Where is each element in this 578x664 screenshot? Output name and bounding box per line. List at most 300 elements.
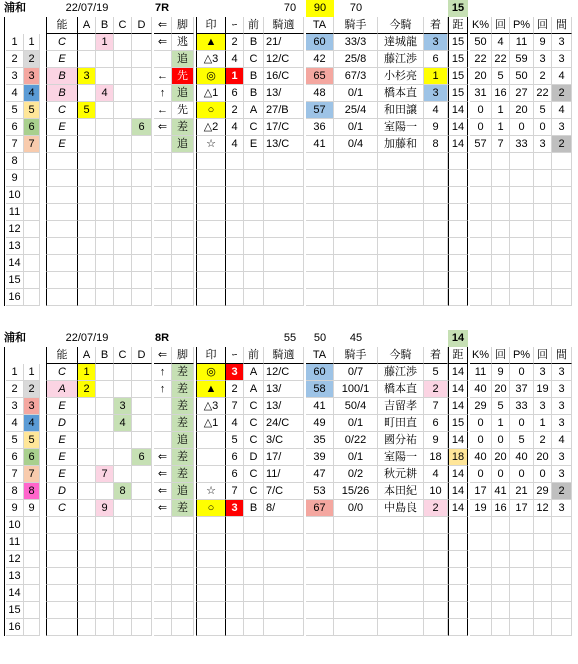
cell-r1: 16 <box>492 500 510 517</box>
column-header: 間 <box>552 17 572 34</box>
cell-ta: 48 <box>306 85 334 102</box>
empty-cell <box>172 272 194 289</box>
cell-m2: B <box>244 85 264 102</box>
empty-cell <box>510 551 534 568</box>
cell-no: 12 <box>6 551 24 568</box>
cell-mark: ☆ <box>196 136 226 153</box>
cell-mark: △3 <box>196 398 226 415</box>
cell-p: 17 <box>510 500 534 517</box>
empty-cell <box>470 568 492 585</box>
empty-cell <box>114 272 132 289</box>
empty-cell <box>114 585 132 602</box>
empty-cell <box>264 170 304 187</box>
cell-b <box>96 432 114 449</box>
empty-cell <box>534 238 552 255</box>
empty-cell <box>244 517 264 534</box>
empty-cell <box>46 170 78 187</box>
cell-c <box>114 34 132 51</box>
column-header: ⇐ <box>154 347 172 364</box>
empty-cell <box>196 187 226 204</box>
cell-ch: 18 <box>424 449 448 466</box>
empty-cell <box>534 187 552 204</box>
empty-cell <box>334 187 378 204</box>
cell-p: 0 <box>510 364 534 381</box>
cell-jr: 100/1 <box>334 381 378 398</box>
cell-gap: 4 <box>552 68 572 85</box>
empty-cell <box>78 551 96 568</box>
cell-dist: 18 <box>448 449 468 466</box>
cell-r2: 29 <box>534 483 552 500</box>
cell-b <box>96 415 114 432</box>
cell-jk: 吉留孝 <box>378 398 424 415</box>
empty-cell <box>132 204 152 221</box>
empty-cell <box>46 551 78 568</box>
empty-cell <box>492 272 510 289</box>
cell-arr: ↑ <box>154 364 172 381</box>
cell-k: 0 <box>470 415 492 432</box>
empty-cell <box>470 170 492 187</box>
empty-cell <box>132 170 152 187</box>
empty-cell <box>154 170 172 187</box>
empty-cell <box>264 187 304 204</box>
cell-d <box>132 466 152 483</box>
cell-r1: 9 <box>492 364 510 381</box>
cell-no: 14 <box>6 255 24 272</box>
empty-cell <box>424 170 448 187</box>
empty-cell <box>306 187 334 204</box>
cell-c: 3 <box>114 398 132 415</box>
cell-m1: 4 <box>226 119 244 136</box>
empty-cell <box>78 187 96 204</box>
cell-ch: 1 <box>424 68 448 85</box>
empty-cell <box>78 602 96 619</box>
cell-dist: 14 <box>448 136 468 153</box>
empty-cell <box>534 170 552 187</box>
empty-cell <box>172 602 194 619</box>
empty-cell <box>132 272 152 289</box>
empty-cell <box>552 517 572 534</box>
cell-d <box>132 85 152 102</box>
empty-cell <box>226 517 244 534</box>
empty-cell <box>96 619 114 636</box>
empty-cell <box>154 619 172 636</box>
empty-cell <box>552 170 572 187</box>
empty-cell <box>492 204 510 221</box>
empty-cell <box>78 221 96 238</box>
cell-b <box>96 483 114 500</box>
cell-p: 20 <box>510 102 534 119</box>
empty-cell <box>378 517 424 534</box>
empty-cell <box>132 238 152 255</box>
empty-cell <box>424 551 448 568</box>
empty-cell <box>132 187 152 204</box>
cell-arr <box>154 432 172 449</box>
empty-cell <box>226 170 244 187</box>
cell-d <box>132 381 152 398</box>
empty-cell <box>78 619 96 636</box>
cell-jr: 0/7 <box>334 364 378 381</box>
empty-cell <box>334 204 378 221</box>
cell-fit: 3/C <box>264 432 304 449</box>
cell-ch: 9 <box>424 119 448 136</box>
empty-cell <box>448 255 468 272</box>
empty-cell <box>114 204 132 221</box>
cell-arr <box>154 415 172 432</box>
empty-cell <box>46 187 78 204</box>
cell-k: 57 <box>470 136 492 153</box>
cell-jk: 藤江渉 <box>378 364 424 381</box>
cell-jk: 橋本直 <box>378 381 424 398</box>
empty-cell <box>114 289 132 306</box>
cell-m1: 7 <box>226 483 244 500</box>
empty-cell <box>470 187 492 204</box>
cell-p: 33 <box>510 398 534 415</box>
empty-cell <box>448 602 468 619</box>
empty-cell <box>448 517 468 534</box>
empty-cell <box>132 602 152 619</box>
empty-cell <box>448 272 468 289</box>
empty-cell <box>132 551 152 568</box>
cell-gap: 3 <box>552 381 572 398</box>
cell-mark: ☆ <box>196 483 226 500</box>
empty-cell <box>470 517 492 534</box>
cell-k: 11 <box>470 364 492 381</box>
cell-m2: C <box>244 432 264 449</box>
cell-r2: 3 <box>534 398 552 415</box>
cell-m2: C <box>244 51 264 68</box>
empty-cell <box>46 619 78 636</box>
empty-cell <box>78 289 96 306</box>
empty-cell <box>510 602 534 619</box>
empty-cell <box>424 153 448 170</box>
column-header: 脚 <box>172 17 194 34</box>
empty-cell <box>552 153 572 170</box>
empty-cell <box>154 272 172 289</box>
cell-d: 6 <box>132 119 152 136</box>
cell-jr: 0/2 <box>334 466 378 483</box>
empty-cell <box>334 619 378 636</box>
empty-cell <box>46 517 78 534</box>
cell-no: 13 <box>6 238 24 255</box>
empty-cell <box>470 585 492 602</box>
empty-cell <box>96 204 114 221</box>
cell-leg: 差 <box>172 466 194 483</box>
cell-p: 27 <box>510 85 534 102</box>
empty-cell <box>492 534 510 551</box>
empty-cell <box>424 255 448 272</box>
cell-jr: 0/1 <box>334 449 378 466</box>
empty-cell <box>552 568 572 585</box>
empty-cell <box>196 551 226 568</box>
empty-cell <box>172 187 194 204</box>
empty-cell <box>132 517 152 534</box>
empty-cell <box>172 255 194 272</box>
empty-cell <box>448 187 468 204</box>
cell-b: 9 <box>96 500 114 517</box>
column-header: 間 <box>552 347 572 364</box>
cell-gap: 3 <box>552 34 572 51</box>
empty-cell <box>510 204 534 221</box>
cell-dist: 14 <box>448 466 468 483</box>
cell-b <box>96 51 114 68</box>
empty-cell <box>154 187 172 204</box>
cell-gap: 3 <box>552 398 572 415</box>
cell-c <box>114 51 132 68</box>
cell-c <box>114 68 132 85</box>
empty-cell <box>96 534 114 551</box>
empty-cell <box>510 289 534 306</box>
cell-cap: E <box>46 466 78 483</box>
empty-cell <box>154 551 172 568</box>
empty-cell <box>172 517 194 534</box>
cell-ta: 58 <box>306 381 334 398</box>
cell-no: 5 <box>6 432 24 449</box>
empty-cell <box>510 255 534 272</box>
empty-cell <box>96 568 114 585</box>
cell-no: 5 <box>6 102 24 119</box>
empty-cell <box>78 534 96 551</box>
cell-cap: C <box>46 102 78 119</box>
empty-cell <box>154 517 172 534</box>
cell-cap: B <box>46 68 78 85</box>
cell-arr: ↑ <box>154 381 172 398</box>
cell-r1: 20 <box>492 381 510 398</box>
cell-waku: 6 <box>24 449 40 466</box>
column-header: A <box>78 17 96 34</box>
cell-r2: 20 <box>534 449 552 466</box>
cell-no: 9 <box>6 500 24 517</box>
cell-arr <box>154 398 172 415</box>
empty-cell <box>306 289 334 306</box>
cell-r2: 9 <box>534 34 552 51</box>
cell-no: 9 <box>6 170 24 187</box>
cell-b <box>96 364 114 381</box>
top-ta-value: 70 <box>349 2 363 14</box>
cell-r2: 2 <box>534 68 552 85</box>
empty-cell <box>264 238 304 255</box>
empty-cell <box>510 517 534 534</box>
empty-cell <box>172 170 194 187</box>
empty-cell <box>244 153 264 170</box>
empty-cell <box>132 221 152 238</box>
column-header: 前 <box>244 347 264 364</box>
empty-cell <box>264 289 304 306</box>
empty-cell <box>46 289 78 306</box>
empty-cell <box>96 517 114 534</box>
cell-r2: 1 <box>534 415 552 432</box>
empty-cell <box>448 289 468 306</box>
empty-cell <box>226 619 244 636</box>
empty-cell <box>78 170 96 187</box>
empty-cell <box>172 568 194 585</box>
empty-cell <box>510 534 534 551</box>
cell-jr: 67/3 <box>334 68 378 85</box>
empty-cell <box>78 238 96 255</box>
empty-cell <box>448 534 468 551</box>
column-header: 騎手 <box>334 347 378 364</box>
cell-dist: 14 <box>448 364 468 381</box>
date-label: 22/07/19 <box>65 332 109 344</box>
empty-cell <box>510 272 534 289</box>
cell-r2: 12 <box>534 500 552 517</box>
empty-cell <box>552 602 572 619</box>
empty-cell <box>470 255 492 272</box>
cell-c <box>114 119 132 136</box>
empty-cell <box>552 619 572 636</box>
cell-m1: 2 <box>226 381 244 398</box>
empty-cell <box>196 517 226 534</box>
empty-cell <box>46 568 78 585</box>
empty-cell <box>226 238 244 255</box>
cell-waku: 5 <box>24 102 40 119</box>
cell-m1: 2 <box>226 34 244 51</box>
cell-b <box>96 119 114 136</box>
empty-cell <box>154 585 172 602</box>
cell-leg: 追 <box>172 483 194 500</box>
empty-cell <box>492 585 510 602</box>
empty-cell <box>196 272 226 289</box>
cell-dist: 15 <box>448 34 468 51</box>
cell-waku: 2 <box>24 51 40 68</box>
cell-d <box>132 364 152 381</box>
empty-cell <box>424 602 448 619</box>
empty-cell <box>132 534 152 551</box>
cell-gap: 2 <box>552 483 572 500</box>
cell-ta: 65 <box>306 68 334 85</box>
column-header: 能 <box>46 17 78 34</box>
cell-no: 6 <box>6 449 24 466</box>
cell-c <box>114 364 132 381</box>
empty-cell <box>114 551 132 568</box>
empty-cell <box>334 517 378 534</box>
cell-p: 11 <box>510 34 534 51</box>
cell-jk: 達城龍 <box>378 34 424 51</box>
cell-a <box>78 500 96 517</box>
cell-no: 8 <box>6 153 24 170</box>
cell-cap: E <box>46 449 78 466</box>
cell-b: 4 <box>96 85 114 102</box>
column-header: 回 <box>534 17 552 34</box>
cell-r1: 7 <box>492 136 510 153</box>
cell-r1: 16 <box>492 85 510 102</box>
cell-fit: 12/C <box>264 51 304 68</box>
empty-cell <box>244 204 264 221</box>
cell-p: 40 <box>510 449 534 466</box>
cell-m1: 6 <box>226 466 244 483</box>
empty-cell <box>378 568 424 585</box>
cell-k: 50 <box>470 34 492 51</box>
cell-leg: 差 <box>172 119 194 136</box>
cell-a <box>78 34 96 51</box>
cell-gap: 3 <box>552 415 572 432</box>
cell-r1: 0 <box>492 466 510 483</box>
cell-fit: 13/ <box>264 381 304 398</box>
cell-jr: 0/0 <box>334 500 378 517</box>
empty-cell <box>334 255 378 272</box>
empty-cell <box>470 289 492 306</box>
cell-ta: 47 <box>306 466 334 483</box>
cell-no: 3 <box>6 68 24 85</box>
empty-cell <box>424 238 448 255</box>
empty-cell <box>334 568 378 585</box>
cell-a <box>78 449 96 466</box>
cell-ch: 6 <box>424 51 448 68</box>
cell-m2: E <box>244 136 264 153</box>
cell-cap: E <box>46 119 78 136</box>
empty-cell <box>492 517 510 534</box>
cell-m2: C <box>244 466 264 483</box>
column-header: 今騎 <box>378 17 424 34</box>
cell-no: 11 <box>6 534 24 551</box>
empty-cell <box>378 534 424 551</box>
cell-jr: 0/1 <box>334 119 378 136</box>
cell-arr: ⇐ <box>154 466 172 483</box>
empty-cell <box>196 170 226 187</box>
empty-cell <box>46 238 78 255</box>
empty-cell <box>424 534 448 551</box>
cell-no: 15 <box>6 602 24 619</box>
empty-cell <box>78 204 96 221</box>
cell-d <box>132 432 152 449</box>
cell-ch: 7 <box>424 398 448 415</box>
cell-fit: 12/C <box>264 364 304 381</box>
empty-cell <box>552 187 572 204</box>
empty-cell <box>378 187 424 204</box>
cell-dist: 15 <box>448 68 468 85</box>
cell-fit: 13/ <box>264 398 304 415</box>
cell-b <box>96 102 114 119</box>
column-header: ｰ <box>226 347 244 364</box>
cell-r2: 22 <box>534 85 552 102</box>
cell-b <box>96 68 114 85</box>
empty-cell <box>492 221 510 238</box>
cell-no: 6 <box>6 119 24 136</box>
cell-m1: 2 <box>226 102 244 119</box>
cell-mark <box>196 466 226 483</box>
empty-cell <box>154 204 172 221</box>
cell-no: 10 <box>6 187 24 204</box>
cell-gap: 3 <box>552 466 572 483</box>
cell-p: 0 <box>510 119 534 136</box>
empty-cell <box>114 619 132 636</box>
empty-cell <box>334 585 378 602</box>
empty-cell <box>244 551 264 568</box>
cell-k: 0 <box>470 432 492 449</box>
cell-a <box>78 85 96 102</box>
empty-cell <box>96 602 114 619</box>
empty-cell <box>470 602 492 619</box>
cell-d <box>132 51 152 68</box>
cell-gap: 4 <box>552 102 572 119</box>
empty-cell <box>448 221 468 238</box>
cell-arr <box>154 136 172 153</box>
empty-cell <box>96 585 114 602</box>
empty-cell <box>306 170 334 187</box>
cell-no: 10 <box>6 517 24 534</box>
cell-no: 16 <box>6 619 24 636</box>
top-ta-value: 45 <box>349 332 363 344</box>
cell-jk: 國分祐 <box>378 432 424 449</box>
empty-cell <box>424 289 448 306</box>
empty-cell <box>114 255 132 272</box>
cell-no: 3 <box>6 398 24 415</box>
cell-r1: 4 <box>492 34 510 51</box>
empty-cell <box>96 238 114 255</box>
cell-jk: 藤江渉 <box>378 51 424 68</box>
empty-cell <box>470 272 492 289</box>
empty-cell <box>244 272 264 289</box>
cell-waku: 5 <box>24 432 40 449</box>
